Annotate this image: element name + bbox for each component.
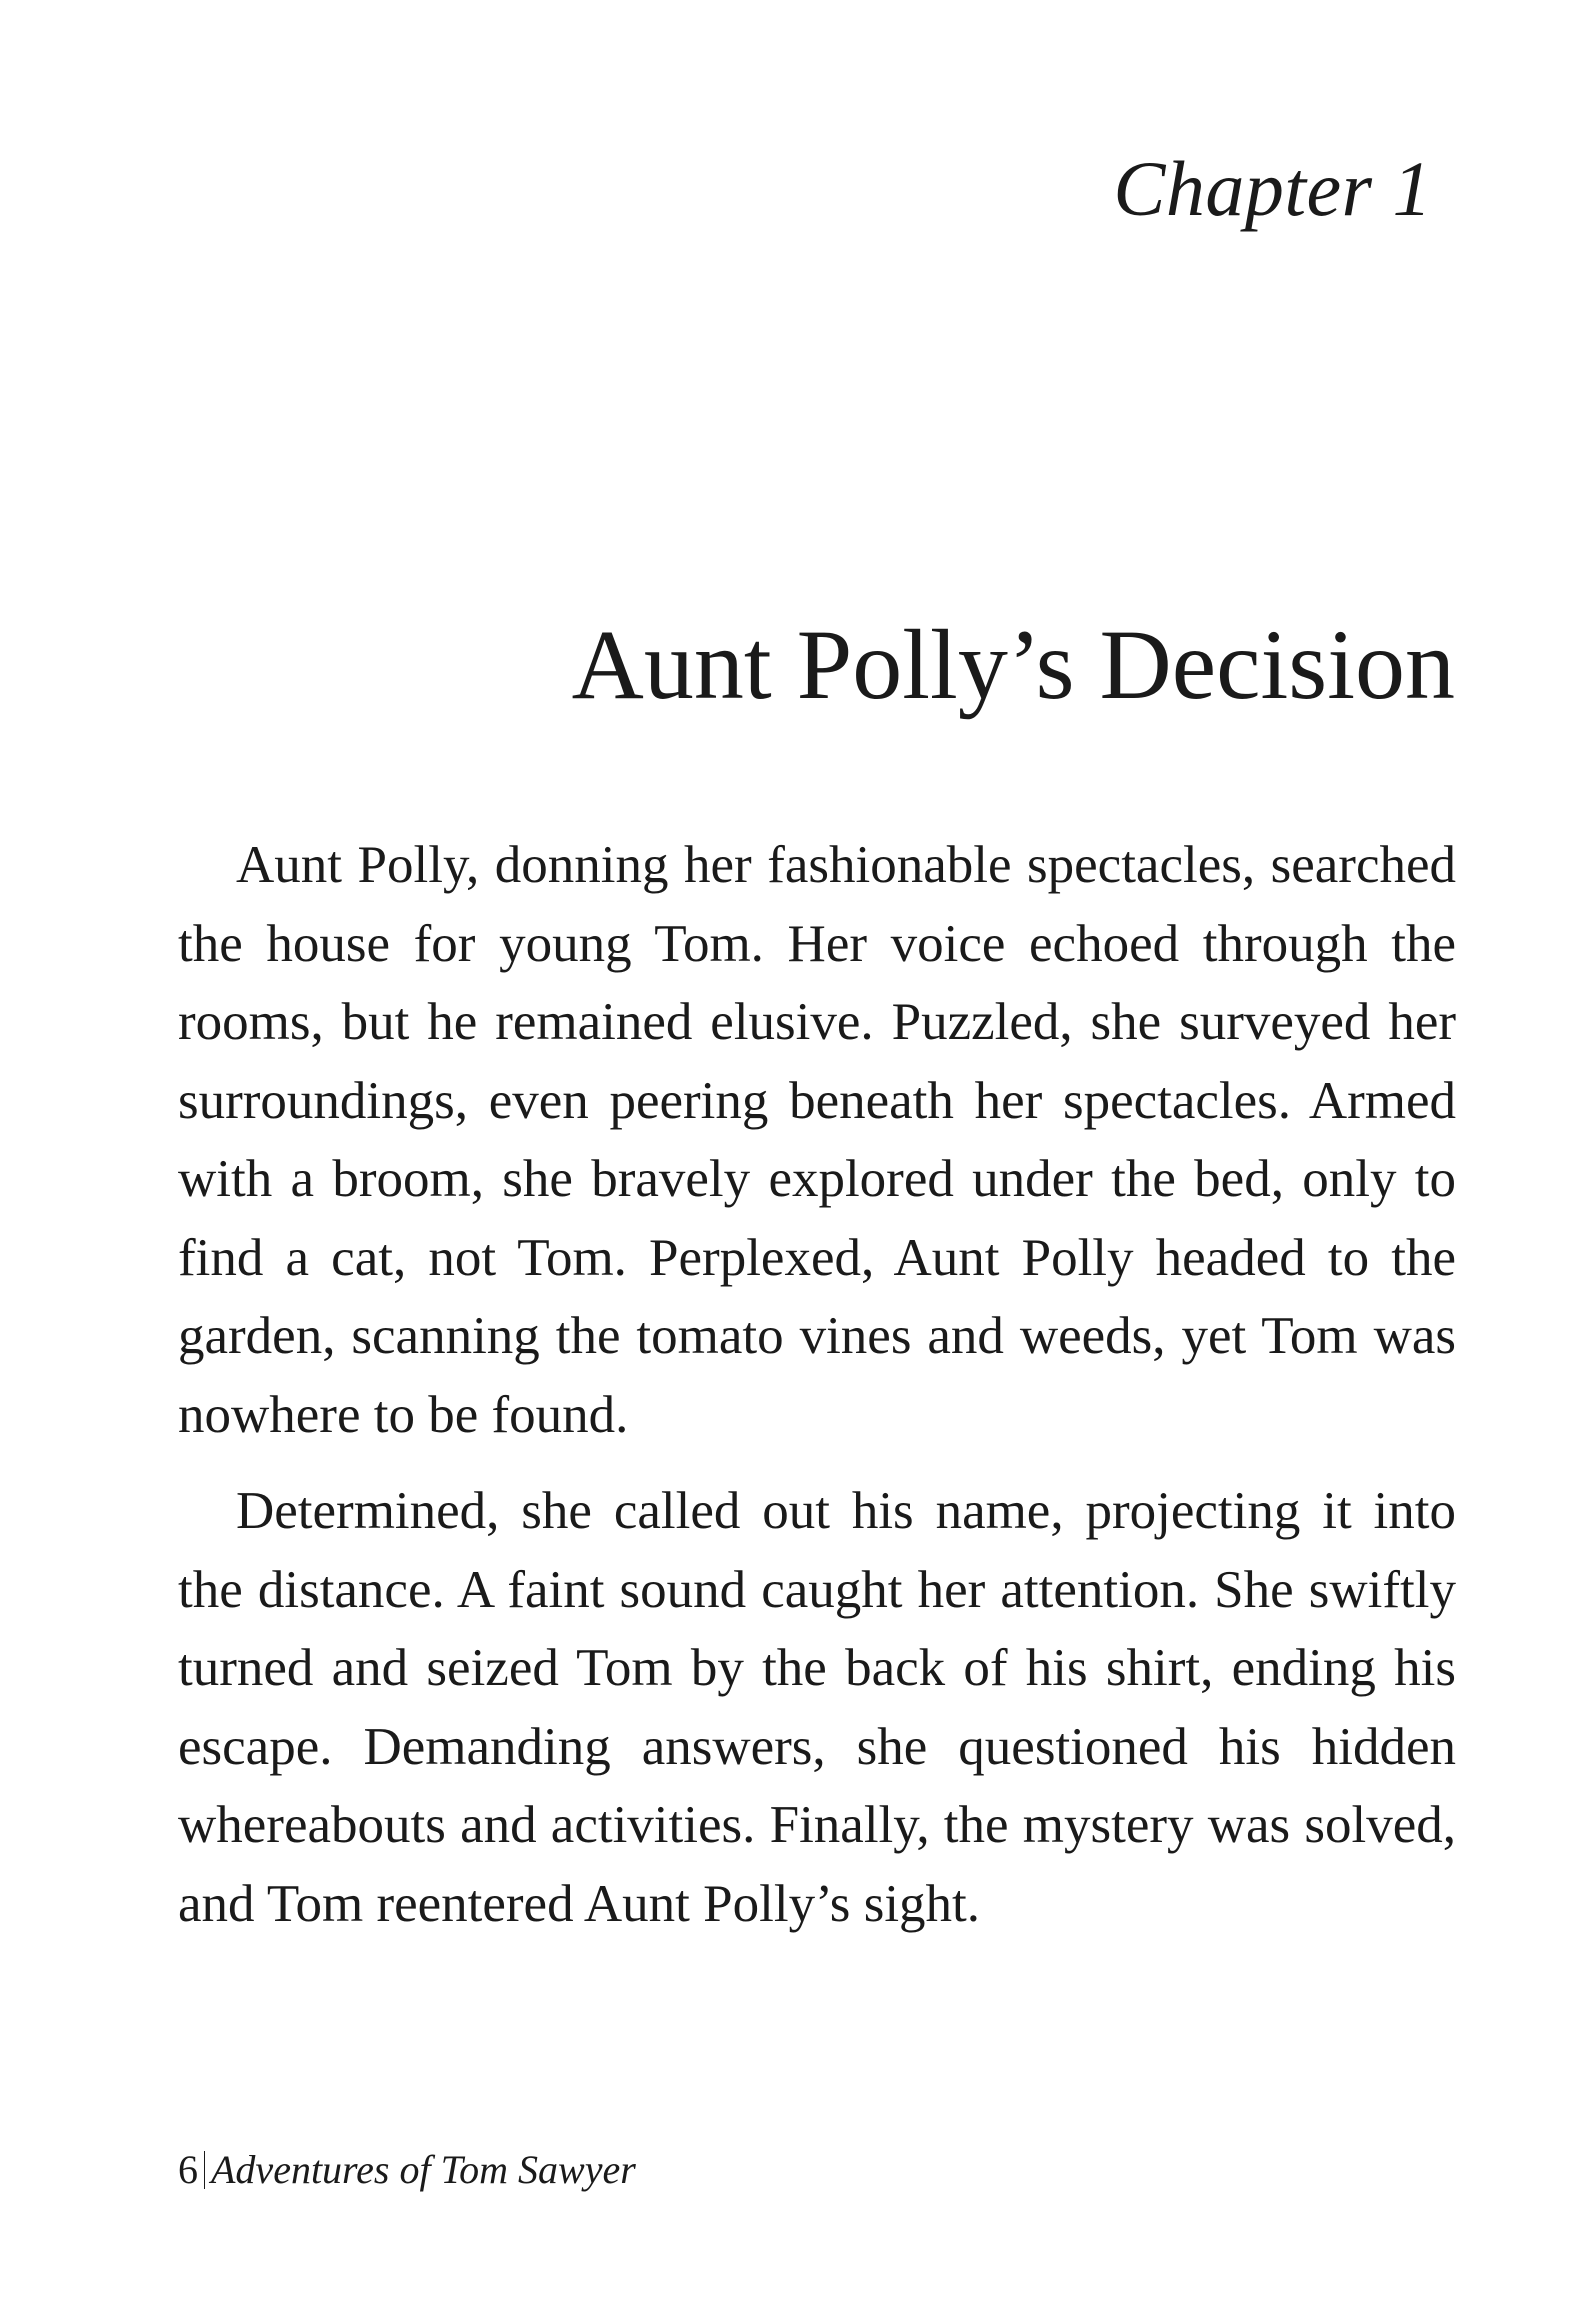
page-number: 6	[178, 2147, 198, 2192]
chapter-label: Chapter 1	[1113, 145, 1432, 232]
chapter-title: Aunt Polly’s Decision	[571, 609, 1455, 720]
running-book-title: Adventures of Tom Sawyer	[211, 2147, 636, 2192]
footer-divider	[204, 2151, 205, 2189]
paragraph: Determined, she called out his name, projecting it into the distance. A faint sound caught her attention. She swiftly turned and seized Tom by the back of his shirt, ending his escape. Demanding answers, she questioned his hidden whereabouts and activities. Finally, the mystery was solved, and Tom reentered Aunt Polly’s sight.	[178, 1482, 1456, 1933]
chapter-body	[178, 826, 1456, 1961]
paragraph: Aunt Polly, donning her fashionable spectacles, searched the house for young Tom. Her voice echoed through the rooms, but he remained elusive. Puzzled, she surveyed her surroundings, even peering beneath her spectacles. Armed with a broom, she bravely explored under the bed, only to find a cat, not Tom. Perplexed, Aunt Polly headed to the garden, scanning the tomato vines and weeds, yet Tom was nowhere to be found.	[178, 836, 1456, 1444]
page-footer	[178, 2147, 636, 2192]
